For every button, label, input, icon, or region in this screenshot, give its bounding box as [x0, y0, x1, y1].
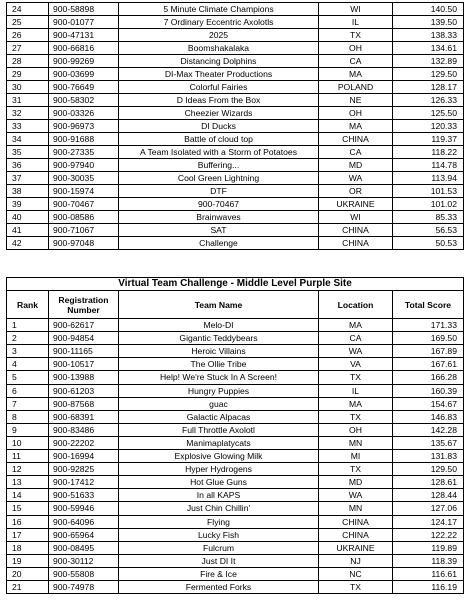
table-row	[7, 397, 464, 410]
registration-number-cell: 900-13988	[49, 371, 119, 384]
registration-number-cell: 900-94854	[49, 332, 119, 345]
total-score-cell: 146.83	[393, 410, 464, 423]
rank-cell: 3	[7, 345, 49, 358]
table-row	[7, 68, 464, 81]
team-name-cell: Just DI It	[119, 554, 319, 567]
team-name-cell: Cool Green Lightning	[119, 172, 319, 185]
team-name-cell: Colorful Fairies	[119, 81, 319, 94]
total-score-cell: 120.33	[393, 120, 464, 133]
total-score-cell: 125.50	[393, 107, 464, 120]
total-score-cell: 119.89	[393, 541, 464, 554]
rank-cell: 1	[7, 319, 49, 332]
table-row	[7, 29, 464, 42]
team-name-cell: Distancing Dolphins	[119, 55, 319, 68]
rank-cell: 14	[7, 489, 49, 502]
location-cell: CHINA	[319, 133, 393, 146]
total-score-cell: 85.33	[393, 211, 464, 224]
registration-number-cell: 900-03326	[49, 107, 119, 120]
registration-number-header: Registration Number	[49, 291, 119, 319]
location-cell: MA	[319, 397, 393, 410]
team-name-cell: Buffering...	[119, 159, 319, 172]
team-name-cell: The Ollie Tribe	[119, 358, 319, 371]
purple-site-table-body	[7, 319, 464, 594]
registration-number-cell: 900-01077	[49, 16, 119, 29]
location-cell: MI	[319, 450, 393, 463]
rank-cell: 7	[7, 397, 49, 410]
location-cell: MN	[319, 436, 393, 449]
table-row	[7, 345, 464, 358]
total-score-cell: 171.33	[393, 319, 464, 332]
team-name-cell: Lucky Fish	[119, 528, 319, 541]
registration-number-cell: 900-30112	[49, 554, 119, 567]
team-name-cell: 7 Ordinary Eccentric Axolotls	[119, 16, 319, 29]
table-row	[7, 371, 464, 384]
registration-number-cell: 900-47131	[49, 29, 119, 42]
rank-header: Rank	[7, 291, 49, 319]
location-cell: WA	[319, 345, 393, 358]
total-score-cell: 139.50	[393, 16, 464, 29]
rank-cell: 32	[7, 107, 49, 120]
rank-cell: 10	[7, 436, 49, 449]
registration-number-cell: 900-68391	[49, 410, 119, 423]
rank-cell: 24	[7, 3, 49, 16]
table-row	[7, 410, 464, 423]
rank-cell: 34	[7, 133, 49, 146]
table-row	[7, 541, 464, 554]
total-score-cell: 116.19	[393, 580, 464, 593]
team-name-cell: Flying	[119, 515, 319, 528]
location-cell: TX	[319, 410, 393, 423]
registration-number-cell: 900-27335	[49, 146, 119, 159]
location-cell: NE	[319, 94, 393, 107]
table-row	[7, 172, 464, 185]
location-cell: NJ	[319, 554, 393, 567]
team-name-cell: 2025	[119, 29, 319, 42]
registration-number-cell: 900-71067	[49, 224, 119, 237]
rank-cell: 13	[7, 476, 49, 489]
location-cell: OR	[319, 185, 393, 198]
registration-number-cell: 900-66816	[49, 42, 119, 55]
team-name-cell: In all KAPS	[119, 489, 319, 502]
team-name-cell: DTF	[119, 185, 319, 198]
rank-cell: 28	[7, 55, 49, 68]
rank-cell: 15	[7, 502, 49, 515]
team-name-cell: Fire & Ice	[119, 567, 319, 580]
registration-number-cell: 900-97048	[49, 237, 119, 250]
total-score-cell: 167.61	[393, 358, 464, 371]
table-row	[7, 237, 464, 250]
location-cell: MA	[319, 68, 393, 81]
location-cell: CA	[319, 332, 393, 345]
total-score-cell: 134.61	[393, 42, 464, 55]
registration-number-cell: 900-30035	[49, 172, 119, 185]
rank-cell: 42	[7, 237, 49, 250]
location-cell: WI	[319, 211, 393, 224]
total-score-cell: 127.06	[393, 502, 464, 515]
table-row	[7, 42, 464, 55]
rank-cell: 17	[7, 528, 49, 541]
location-header: Location	[319, 291, 393, 319]
team-name-cell: Challenge	[119, 237, 319, 250]
total-score-cell: 56.53	[393, 224, 464, 237]
column-header-row	[7, 291, 464, 319]
rank-cell: 4	[7, 358, 49, 371]
location-cell: VA	[319, 358, 393, 371]
location-cell: WA	[319, 489, 393, 502]
registration-number-cell: 900-51633	[49, 489, 119, 502]
location-cell: POLAND	[319, 81, 393, 94]
table-row	[7, 3, 464, 16]
team-name-cell: 900-70467	[119, 198, 319, 211]
rank-cell: 18	[7, 541, 49, 554]
table-row	[7, 94, 464, 107]
team-name-cell: Cheezier Wizards	[119, 107, 319, 120]
total-score-cell: 129.50	[393, 68, 464, 81]
rank-cell: 6	[7, 384, 49, 397]
table-row	[7, 133, 464, 146]
rank-cell: 26	[7, 29, 49, 42]
team-name-cell: Manimaplatycats	[119, 436, 319, 449]
rank-cell: 27	[7, 42, 49, 55]
table-row	[7, 567, 464, 580]
table-row	[7, 185, 464, 198]
registration-number-cell: 900-74978	[49, 580, 119, 593]
registration-number-cell: 900-08495	[49, 541, 119, 554]
team-name-cell: DI Ducks	[119, 120, 319, 133]
table-row	[7, 146, 464, 159]
table-row	[7, 81, 464, 94]
rank-cell: 21	[7, 580, 49, 593]
team-name-cell: Full Throttle Axolotl	[119, 423, 319, 436]
total-score-cell: 132.89	[393, 55, 464, 68]
total-score-cell: 167.89	[393, 345, 464, 358]
table-row	[7, 502, 464, 515]
table-title: Virtual Team Challenge - Middle Level Purple Site	[7, 278, 464, 291]
rank-cell: 30	[7, 81, 49, 94]
team-name-cell: Brainwaves	[119, 211, 319, 224]
total-score-cell: 124.17	[393, 515, 464, 528]
team-name-cell: DI-Max Theater Productions	[119, 68, 319, 81]
results-table-body	[7, 3, 464, 250]
team-name-cell: Battle of cloud top	[119, 133, 319, 146]
team-name-cell: Galactic Alpacas	[119, 410, 319, 423]
team-name-cell: Fulcrum	[119, 541, 319, 554]
rank-cell: 40	[7, 211, 49, 224]
location-cell: CHINA	[319, 528, 393, 541]
table-row	[7, 554, 464, 567]
table-row	[7, 211, 464, 224]
location-cell: MA	[319, 120, 393, 133]
team-name-cell: guac	[119, 397, 319, 410]
team-name-cell: Explosive Glowing Milk	[119, 450, 319, 463]
registration-number-cell: 900-92825	[49, 463, 119, 476]
total-score-cell: 114.78	[393, 159, 464, 172]
location-cell: NC	[319, 567, 393, 580]
rank-cell: 16	[7, 515, 49, 528]
table-row	[7, 55, 464, 68]
total-score-header: Total Score	[393, 291, 464, 319]
total-score-cell: 116.61	[393, 567, 464, 580]
total-score-cell: 113.94	[393, 172, 464, 185]
location-cell: UKRAINE	[319, 198, 393, 211]
total-score-cell: 128.61	[393, 476, 464, 489]
total-score-cell: 128.17	[393, 81, 464, 94]
team-name-header: Team Name	[119, 291, 319, 319]
rank-cell: 12	[7, 463, 49, 476]
total-score-cell: 50.53	[393, 237, 464, 250]
registration-number-cell: 900-59946	[49, 502, 119, 515]
location-cell: MD	[319, 476, 393, 489]
location-cell: WA	[319, 172, 393, 185]
registration-number-cell: 900-62617	[49, 319, 119, 332]
team-name-cell: Hyper Hydrogens	[119, 463, 319, 476]
location-cell: TX	[319, 29, 393, 42]
total-score-cell: 101.53	[393, 185, 464, 198]
table-row	[7, 515, 464, 528]
table-row	[7, 476, 464, 489]
total-score-cell: 101.02	[393, 198, 464, 211]
registration-number-cell: 900-55808	[49, 567, 119, 580]
table-row	[7, 16, 464, 29]
location-cell: CHINA	[319, 237, 393, 250]
team-name-cell: Melo-DI	[119, 319, 319, 332]
table-row	[7, 319, 464, 332]
location-cell: CHINA	[319, 515, 393, 528]
total-score-cell: 169.50	[393, 332, 464, 345]
table-row	[7, 384, 464, 397]
table-row	[7, 332, 464, 345]
rank-cell: 2	[7, 332, 49, 345]
location-cell: CHINA	[319, 224, 393, 237]
table-row	[7, 224, 464, 237]
registration-number-cell: 900-83486	[49, 423, 119, 436]
table-row	[7, 528, 464, 541]
rank-cell: 29	[7, 68, 49, 81]
registration-number-cell: 900-15974	[49, 185, 119, 198]
table-row	[7, 120, 464, 133]
location-cell: MA	[319, 319, 393, 332]
registration-number-cell: 900-03699	[49, 68, 119, 81]
location-cell: OH	[319, 42, 393, 55]
rank-cell: 39	[7, 198, 49, 211]
total-score-cell: 138.33	[393, 29, 464, 42]
table-row	[7, 580, 464, 593]
table-row	[7, 450, 464, 463]
table-row	[7, 463, 464, 476]
total-score-cell: 160.39	[393, 384, 464, 397]
registration-number-cell: 900-65964	[49, 528, 119, 541]
registration-number-cell: 900-17412	[49, 476, 119, 489]
rank-cell: 38	[7, 185, 49, 198]
total-score-cell: 140.50	[393, 3, 464, 16]
registration-number-cell: 900-08586	[49, 211, 119, 224]
team-name-cell: Hungry Puppies	[119, 384, 319, 397]
team-name-cell: Heroic Villains	[119, 345, 319, 358]
table-row	[7, 107, 464, 120]
team-name-cell: Boomshakalaka	[119, 42, 319, 55]
rank-cell: 19	[7, 554, 49, 567]
table-row	[7, 159, 464, 172]
registration-number-cell: 900-87568	[49, 397, 119, 410]
team-name-cell: Gigantic Teddybears	[119, 332, 319, 345]
table-row	[7, 198, 464, 211]
rank-cell: 33	[7, 120, 49, 133]
total-score-cell: 128.44	[393, 489, 464, 502]
rank-cell: 36	[7, 159, 49, 172]
rank-cell: 35	[7, 146, 49, 159]
team-name-cell: Just Chin Chillin'	[119, 502, 319, 515]
rank-cell: 8	[7, 410, 49, 423]
registration-number-cell: 900-22202	[49, 436, 119, 449]
registration-number-cell: 900-97940	[49, 159, 119, 172]
team-name-cell: A Team Isolated with a Storm of Potatoes	[119, 146, 319, 159]
total-score-cell: 131.83	[393, 450, 464, 463]
team-name-cell: 5 Minute Climate Champions	[119, 3, 319, 16]
results-table-continued	[6, 2, 464, 250]
total-score-cell: 129.50	[393, 463, 464, 476]
table-row	[7, 489, 464, 502]
team-name-cell: Hot Glue Guns	[119, 476, 319, 489]
table-row	[7, 436, 464, 449]
location-cell: TX	[319, 580, 393, 593]
location-cell: MN	[319, 502, 393, 515]
total-score-cell: 122.22	[393, 528, 464, 541]
total-score-cell: 126.33	[393, 94, 464, 107]
total-score-cell: 154.67	[393, 397, 464, 410]
registration-number-cell: 900-58302	[49, 94, 119, 107]
total-score-cell: 119.37	[393, 133, 464, 146]
registration-number-cell: 900-61203	[49, 384, 119, 397]
total-score-cell: 166.28	[393, 371, 464, 384]
total-score-cell: 135.67	[393, 436, 464, 449]
rank-cell: 41	[7, 224, 49, 237]
team-name-cell: Help! We're Stuck In A Screen!	[119, 371, 319, 384]
total-score-cell: 118.22	[393, 146, 464, 159]
location-cell: OH	[319, 423, 393, 436]
rank-cell: 37	[7, 172, 49, 185]
location-cell: TX	[319, 463, 393, 476]
location-cell: TX	[319, 371, 393, 384]
total-score-cell: 142.28	[393, 423, 464, 436]
registration-number-cell: 900-91688	[49, 133, 119, 146]
team-name-cell: D Ideas From the Box	[119, 94, 319, 107]
registration-number-cell: 900-76649	[49, 81, 119, 94]
registration-number-cell: 900-16994	[49, 450, 119, 463]
registration-number-cell: 900-99269	[49, 55, 119, 68]
registration-number-cell: 900-11165	[49, 345, 119, 358]
registration-number-cell: 900-70467	[49, 198, 119, 211]
rank-cell: 5	[7, 371, 49, 384]
rank-cell: 11	[7, 450, 49, 463]
registration-number-cell: 900-10517	[49, 358, 119, 371]
location-cell: OH	[319, 107, 393, 120]
purple-site-results-table	[6, 277, 464, 594]
location-cell: CA	[319, 55, 393, 68]
total-score-cell: 118.39	[393, 554, 464, 567]
location-cell: MD	[319, 159, 393, 172]
team-name-cell: SAT	[119, 224, 319, 237]
location-cell: IL	[319, 384, 393, 397]
registration-number-cell: 900-64096	[49, 515, 119, 528]
rank-cell: 20	[7, 567, 49, 580]
table-title-row	[7, 278, 464, 291]
team-name-cell: Fermented Forks	[119, 580, 319, 593]
registration-number-cell: 900-58898	[49, 3, 119, 16]
location-cell: WI	[319, 3, 393, 16]
registration-number-cell: 900-96973	[49, 120, 119, 133]
rank-cell: 25	[7, 16, 49, 29]
table-row	[7, 423, 464, 436]
rank-cell: 31	[7, 94, 49, 107]
location-cell: UKRAINE	[319, 541, 393, 554]
rank-cell: 9	[7, 423, 49, 436]
location-cell: IL	[319, 16, 393, 29]
table-row	[7, 358, 464, 371]
location-cell: CA	[319, 146, 393, 159]
